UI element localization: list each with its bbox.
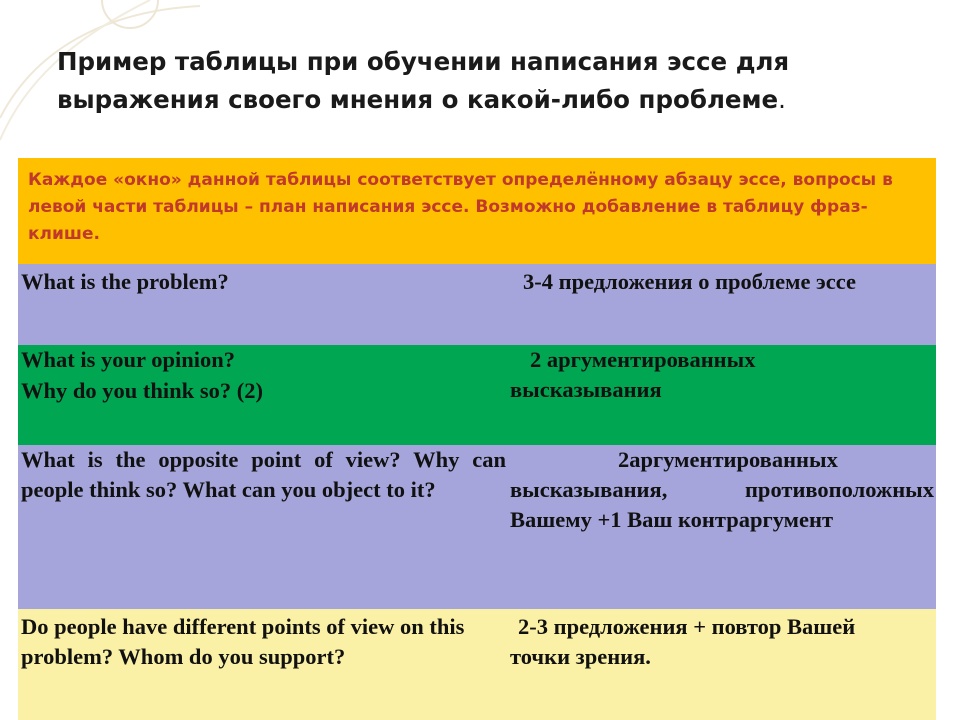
answer-text: 2-3 предложения + повтор Вашей — [518, 614, 856, 639]
slide-title: Пример таблицы при обучении написания эссе для выражения своего мнения о какой-либо проблеме. — [57, 47, 790, 114]
answer-text: высказывания, противоположных Вашему +1 Ваш контраргумент — [510, 477, 934, 532]
table-row — [18, 445, 936, 609]
question-cell — [21, 267, 506, 297]
answer-cell — [510, 345, 934, 405]
answer-text: высказывания — [510, 377, 662, 402]
question-text: Why do you think so? (2) — [21, 378, 263, 403]
question-text: Do people have different points of view on this problem? Whom do you support? — [21, 614, 465, 669]
answer-cell — [510, 612, 934, 672]
answer-text: 2аргументированных — [618, 447, 838, 472]
question-cell — [21, 445, 506, 505]
answer-text: 2 аргументированных — [530, 347, 756, 372]
question-cell — [21, 345, 506, 406]
answer-text: 3-4 предложения о проблеме эссе — [523, 269, 857, 294]
question-text: What is the problem? — [21, 269, 229, 294]
table-note: Каждое «окно» данной таблицы соответствует определённому абзацу эссе, вопросы в левой части таблицы – план написания эссе. Возможно добавление в таблицу фраз-клише. — [28, 170, 893, 244]
table-row — [18, 345, 936, 445]
essay-plan-table — [18, 158, 936, 720]
question-text: What is the opposite point of view? Why can people think so? What can you object to it? — [21, 447, 506, 502]
answer-cell — [510, 445, 934, 535]
answer-cell — [523, 267, 933, 297]
table-row — [18, 609, 936, 720]
table-row — [18, 264, 936, 345]
answer-text: точки зрения. — [510, 644, 651, 669]
question-cell — [21, 612, 506, 672]
table-note-row — [18, 158, 936, 264]
question-text: What is your opinion? — [21, 347, 236, 372]
